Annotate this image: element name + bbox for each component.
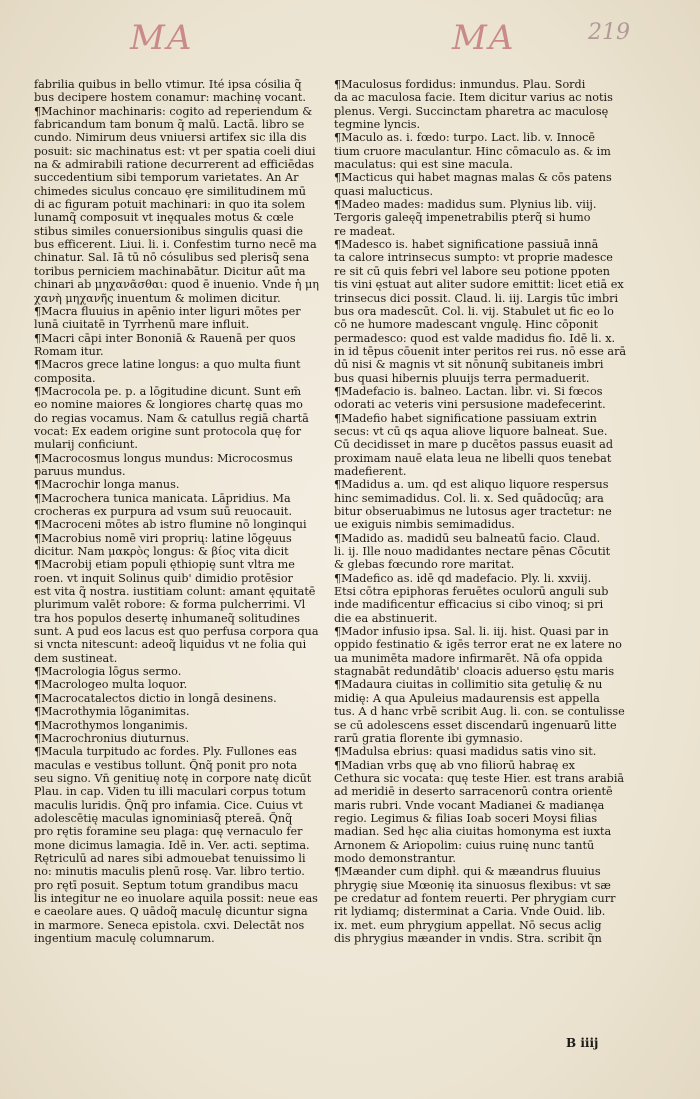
text-line: permadesco: quod est valde madidus fio. Idē li. x.: [334, 331, 616, 345]
text-line: χανὴ μηχανῆς inuentum & molimen dicitur.: [34, 291, 281, 305]
text-line: bus quasi hibernis pluuijs terra permaduerit.: [334, 371, 590, 385]
text-line: roen. vt inquit Solinus quib' dimidio protēsior: [34, 571, 293, 585]
text-line: ¶Mæander cum diphł. qui & mæandrus fluuius: [334, 865, 601, 879]
text-line: plurimum valēt robore: & forma pulcherrimi. Vl: [34, 598, 306, 612]
text-line: maculatus: qui est sine macula.: [334, 158, 513, 172]
text-line: ¶Macrochronius diuturnus.: [34, 731, 190, 745]
text-line: Romam itur.: [34, 344, 104, 358]
text-line: quasi malucticus.: [334, 184, 434, 198]
handwritten-annotation-right: MA: [452, 18, 516, 58]
text-line: ¶Madefico as. idē qd madefacio. Ply. li. xxviij.: [334, 571, 592, 585]
text-line: ¶Maculosus fordidus: inmundus. Plau. Sordi: [334, 78, 586, 91]
text-line: ¶Maculo as. i. fœdo: turpo. Lact. lib. v. Innocē: [334, 131, 596, 145]
text-line: seu signo. Vn̄ genitiuę notę in corpore natę dicūt̄: [34, 771, 312, 785]
text-line: chinari ab μηχανᾶσθαι: quod ē inuenio. Vnde ἡ μη: [34, 278, 319, 292]
text-line: se cū adolescens esset discendarū ingenuarū litte: [334, 718, 617, 732]
folio-number: 219: [588, 20, 630, 45]
text-line: maculis luridis. Q̃nq̃ pro infamia. Cice. Cuius vt: [34, 798, 303, 812]
text-line: lunamq̃ composuit vt inęquales motus & cœle: [34, 211, 294, 225]
text-line: ¶Macrothymia lōganimitas.: [34, 705, 190, 719]
text-line: pe credatur ad fontem reuerti. Per phrygiam curr: [334, 891, 616, 905]
text-line: mone dicimus lamagia. Idē in. Ver. acti. septima.: [34, 838, 310, 852]
text-line: ue exiguis nimbis semimadidus.: [334, 518, 515, 532]
text-line: ¶Madefio habet significatione passiuam extrin: [334, 411, 597, 425]
text-line: adolescētię maculas ignominiasq̃ ptereā. Q̃nq̃: [34, 811, 293, 825]
text-line: da ac maculosa facie. Item dicitur varius ac notis: [334, 91, 613, 105]
text-line: ad meridiē in deserto sarracenorū contra orientē: [334, 785, 613, 799]
text-line: paruus mundus.: [34, 464, 126, 478]
text-line: madefierent.: [334, 464, 407, 478]
text-line: dem sustineat.: [34, 651, 118, 665]
text-line: dicitur. Nam μακρὸς longus: & βίος vita dicit: [34, 545, 289, 559]
text-line: tis vini ęstuat aut aliter sudore emittit: licet etiā ex: [334, 278, 624, 292]
text-line: ta calore intrinsecus sumpto: vt proprie madesce: [334, 251, 613, 265]
text-line: rarū gratia florente ibi gymnasio.: [334, 731, 523, 745]
text-line: ¶Macrochir longa manus.: [34, 478, 180, 492]
text-line: dis phrygius mæander in vndis. Stra. scribit q̃n: [334, 932, 602, 945]
text-line: tium cruore maculantur. Hinc cōmaculo as. & im: [334, 144, 611, 158]
text-line: ¶Macrologeo multa loquor.: [34, 678, 188, 692]
text-line: no: minutis maculis plenū rosę. Var. libro tertio.: [34, 865, 305, 879]
text-line: inde madificentur efficacius si cibo vinoq; si pri: [334, 598, 604, 612]
text-line: Tergoris galeęq̃ impenetrabilis pterq̃ si humo: [334, 211, 591, 225]
text-line: re sit cū quis febri vel labore seu potione ppoten: [334, 264, 610, 278]
text-line: ¶Mador infusio ipsa. Sal. li. iij. hist. Quasi par in: [334, 625, 609, 639]
text-line: bus decipere hostem conamur: machinę vocant.: [34, 91, 306, 105]
text-line: lis integitur ne eo inuolare aquila possit: neue eas: [34, 891, 318, 905]
text-line: Plau. in cap. Viden tu illi maculari corpus totum: [34, 785, 306, 799]
text-line: secus: vt cū qs aqua aliove liquore balneat. Sue.: [334, 424, 608, 438]
text-line: do regias vocamus. Nam & catullus regiā chartā: [34, 411, 309, 425]
text-line: eo nomine maiores & longiores chartę quas mo: [34, 398, 303, 412]
text-line: ¶Macrobius nomē viri proprių: latine lōgęuus: [34, 531, 292, 545]
text-line: fabrilia quibus in bello vtimur. Ité ipsa cósilia q̃: [34, 78, 302, 91]
text-line: fabricandum tam bonum q̃ malū. Lactā. libro se: [34, 118, 305, 132]
text-line: proximam nauē elata leua ne libelli quos tenebat: [334, 451, 612, 465]
text-line: pro rętis foramine seu plaga: quę vernaculo fer: [34, 825, 303, 839]
text-line: trinsecus dici possit. Claud. li. iij. Largis tūc imbri: [334, 291, 619, 305]
text-line: plenus. Vergi. Succinctam pharetra ac maculosę: [334, 104, 609, 118]
text-line: ix. met. eum phrygium appellat. Nō secus aclig: [334, 918, 602, 932]
text-line: succedentium sibi temporum varietates. An Ar: [34, 171, 299, 185]
text-line: lunā ciuitatē in Tyrrhenū mare influit.: [34, 318, 250, 332]
text-line: li. ij. Ille nouo madidantes nectare pēnas Cōcutit: [334, 545, 611, 559]
text-line: ¶Madaura ciuitas in collimitio sita getulię & nu: [334, 678, 603, 692]
text-line: na & admirabili ratione decurrerent ad efficiēdas: [34, 158, 315, 172]
text-line: tus. A d hanc vrbē scribit Aug. li. con. se contulisse: [334, 705, 625, 719]
text-line: ¶Macros grece latine longus: a quo multa fiunt: [34, 358, 301, 372]
text-line: in marmore. Seneca epistola. cxvi. Delectāt nos: [34, 918, 305, 932]
text-line: Cethura sic vocata: quę teste Hier. est trans arabiā: [334, 771, 625, 785]
text-line: posuit: sic machinatus est: vt per spatia coeli diui: [34, 144, 316, 158]
text-line: ¶Macra fluuius in apēnio inter liguri mōtes per: [34, 304, 301, 318]
text-line: ¶Madido as. madidū seu balneatū facio. Claud.: [334, 531, 601, 545]
text-line: re madeat.: [334, 224, 396, 238]
text-line: cundo. Nimirum deus vniuersi artifex sic illa dis: [34, 131, 307, 145]
text-line: chimedes siculus concauo ęre similitudinem mū: [34, 184, 306, 198]
text-line: di ac figuram potuit machinari: in quo ita solem: [34, 198, 306, 212]
text-line: ¶Macrochera tunica manicata. Lāpridius. Ma: [34, 491, 291, 505]
text-line: chinatur. Sal. Iā tū nō cósulibus sed plerisq̃ sena: [34, 251, 310, 265]
text-line: Rętriculū ad nares sibi admouebat tenuissimo li: [34, 851, 306, 865]
handwritten-annotation-left: MA: [130, 18, 194, 58]
text-line: ¶Macrothymos longanimis.: [34, 718, 188, 732]
text-line: e caeolare aues. Q uādoq̃ maculę dicuntur signa: [34, 905, 308, 919]
text-line: ¶Macroceni mōtes ab istro flumine nō longinqui: [34, 518, 307, 532]
text-line: bus efficerent. Liui. li. i. Confestim turno necē ma: [34, 238, 317, 252]
text-line: bitur obseruabimus ne lutosus ager tractetur: ne: [334, 505, 612, 518]
right-column: [334, 78, 674, 945]
left-column: [34, 78, 326, 945]
text-line: ¶Madesco is. habet significatione passiuā innā: [334, 238, 599, 252]
text-line: sunt. A pud eos lacus est quo perfusa corpora qua: [34, 625, 319, 639]
text-line: ¶Macticus qui habet magnas malas & cōs patens: [334, 171, 612, 185]
text-line: ¶Macrobij etiam populi ęthiopię sunt vltra me: [34, 558, 295, 572]
text-line: ¶Machinor machinaris: cogito ad reperiendum &: [34, 104, 313, 118]
text-line: ¶Macrocola pe. p. a lōgitudine dicunt. Sunt em̄: [34, 384, 302, 398]
text-line: tra hos populos desertę inhumaneq̃ solitudines: [34, 611, 301, 625]
text-line: pro rętī posuit. Septum totum grandibus macu: [34, 878, 299, 892]
text-line: ¶Macula turpitudo ac fordes. Ply. Fullones eas: [34, 745, 297, 759]
text-line: hinc semimadidus. Col. li. x. Sed quādocūq; ara: [334, 491, 604, 505]
text-line: crocheras ex purpura ad vsum suū reuocauit.: [34, 505, 293, 518]
text-line: oppido festinatio & igēs terror erat ne ex latere no: [334, 638, 622, 652]
text-line: stagnabāt redundātib' cloacis aduerso ęstu maris: [334, 665, 615, 679]
text-line: cō ne humore madescant vngulę. Hinc cōponit: [334, 318, 598, 332]
text-line: ¶Madefacio is. balneo. Lactan. libr. vi. Si fœcos: [334, 384, 603, 398]
text-line: & glebas fœcundo rore maritat.: [334, 558, 515, 572]
text-line: in id tēpus cōuenit inter peritos rei rus. nō esse arā: [334, 344, 627, 358]
text-line: odorati ac veteris vini persusione madefecerint.: [334, 398, 606, 412]
text-line: regio. Legimus & filias Ioab soceri Moysi filias: [334, 811, 598, 825]
text-line: vocat: Ex eadem origine sunt protocola quę for: [34, 424, 302, 438]
text-line: midię: A qua Apuleius madaurensis est appella: [334, 691, 600, 705]
text-line: modo demonstrantur.: [334, 851, 456, 865]
text-line: dū nisi & magnis vt sit nōnunq̃ subitaneis imbri: [334, 358, 604, 372]
text-line: ¶Macrologia lōgus sermo.: [34, 665, 182, 679]
text-line: Cū decidisset in mare p ducētos passus euasit ad: [334, 438, 613, 452]
text-line: Arnonem & Ariopolim: cuius ruinę nunc tantū: [334, 838, 595, 852]
text-line: ¶Madulsa ebrius: quasi madidus satis vino sit.: [334, 745, 597, 759]
text-line: est vita q̃ nostra. iustitiam colunt: amant ęquitatē: [34, 585, 316, 599]
text-line: die ea abstinuerit.: [334, 611, 438, 625]
text-line: stibus similes conuersionibus singulis quasi die: [34, 224, 303, 238]
text-line: maculas e vestibus tollunt. Q̃nq̃ ponit pro nota: [34, 758, 298, 772]
text-line: madian. Sed hęc alia ciuitas homonyma est iuxta: [334, 825, 612, 839]
text-line: mularij conficiunt.: [34, 438, 138, 452]
text-line: toribus perniciem machinabātur. Dicitur aūt ma: [34, 264, 306, 278]
text-line: phrygię siue Mœonię ita sinuosus flexibus: vt sæ: [334, 878, 611, 892]
text-line: maris rubri. Vnde vocant̄ Madianei & madianęa: [334, 798, 605, 812]
text-line: ¶Macri cāpi inter Bononiā & Rauenā per quos: [34, 331, 296, 345]
text-line: bus ora madescūt. Col. li. vij. Stabulet ut fic eo lo: [334, 304, 614, 318]
text-line: ¶Madidus a. um. qd est aliquo liquore respersus: [334, 478, 609, 492]
text-line: ¶Macrocosmus longus mundus: Microcosmus: [34, 451, 293, 465]
text-line: composita.: [34, 371, 96, 385]
signature-mark: B iiij: [566, 1036, 599, 1050]
text-line: tegmine lyncis.: [334, 118, 421, 132]
text-line: ¶Macrocatalectos dictio in longā desinens.: [34, 691, 277, 705]
text-line: ua munimēta madore infirmarēt. Nā ofa oppida: [334, 651, 603, 665]
text-line: rit lydiamq; disterminat a Caria. Vnde Ouid. lib.: [334, 905, 606, 919]
text-line: si vncta nitescunt: adeoq̃ liquidus vt ne folia qui: [34, 638, 307, 652]
text-line: Etsi cōtra epiphoras feruētes oculorū anguli sub: [334, 585, 609, 599]
text-line: ¶Madian vrbs quę ab vno filiorū habraę ex: [334, 758, 575, 772]
text-line: ¶Madeo mades: madidus sum. Plynius lib. viij.: [334, 198, 597, 212]
text-line: ingentium maculę columnarum.: [34, 932, 215, 945]
